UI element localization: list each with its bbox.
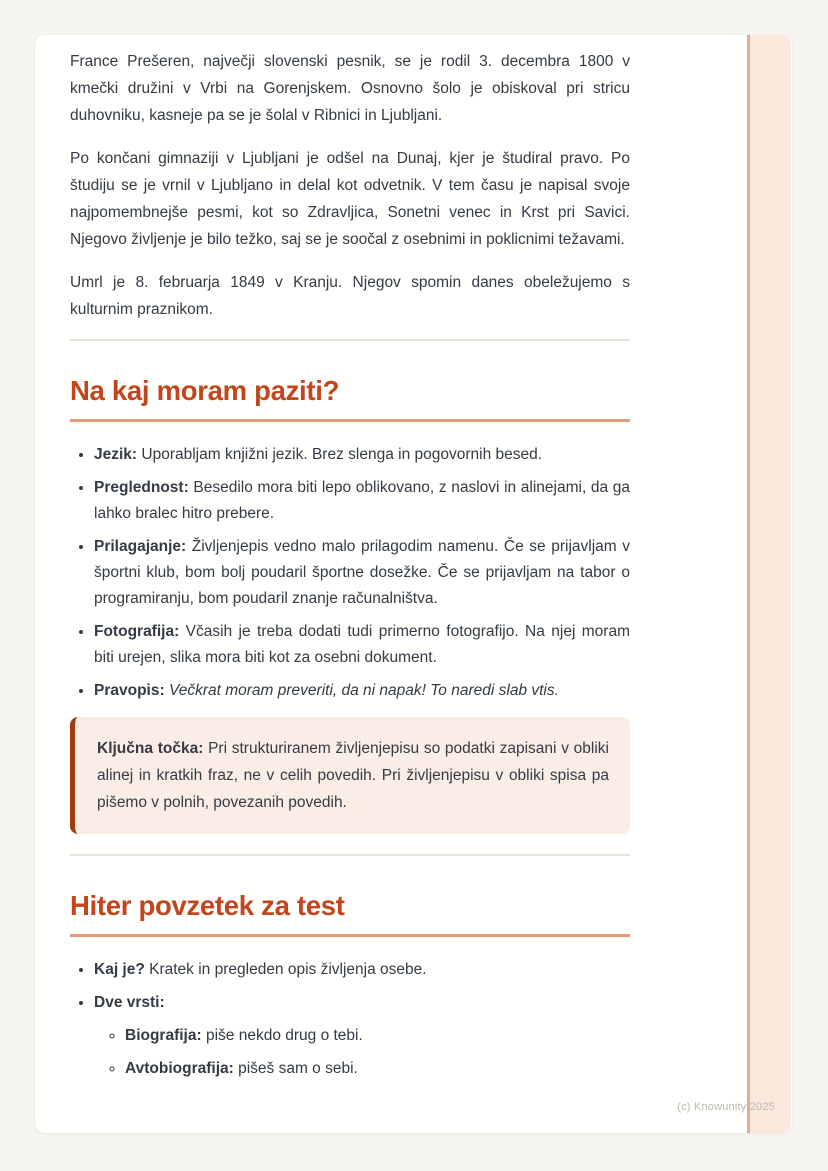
item-label: Jezik: <box>94 446 138 463</box>
summary-list <box>70 957 630 1082</box>
item-text: Besedilo mora biti lepo oblikovano, z naslovi in alinejami, da ga lahko bralec hitro prebere. <box>94 479 630 522</box>
intro-paragraph: France Prešeren, največji slovenski pesnik, se je rodil 3. decembra 1800 v kmečki družini v Vrbi na Gorenjskem. Osnovno šolo je obiskoval pri stricu duhovniku, kasneje pa se je šolal v Ribnici in Ljubljani. <box>70 53 630 124</box>
document-card <box>35 35 792 1133</box>
item-text: piše nekdo drug o tebi. <box>201 1027 363 1044</box>
decorative-edge-stripe <box>747 35 791 1133</box>
item-text: Včasih je treba dodati tudi primerno fotografijo. Na njej moram biti urejen, slika mora biti kot za osebni dokument. <box>94 623 630 666</box>
item-text: pišeš sam o sebi. <box>233 1060 358 1077</box>
section-title-povzetek: Hiter povzetek za test <box>70 887 630 937</box>
list-item-prilagajanje <box>94 534 630 612</box>
sub-item-avtobiografija <box>125 1056 630 1082</box>
item-label: Avtobiografija: <box>125 1060 234 1077</box>
copyright-watermark: (c) Knowunity 2025 <box>677 1101 775 1113</box>
item-text: Uporabljam knjižni jezik. Brez slenga in pogovornih besed. <box>137 446 543 463</box>
item-text-italic: Večkrat moram preveriti, da ni napak! To naredi slab vtis. <box>164 682 559 699</box>
item-label: Biografija: <box>125 1027 202 1044</box>
death-paragraph: Umrl je 8. februarja 1849 v Kranju. Njegov spomin danes obeležujemo s kulturnim praznikom. <box>70 274 630 318</box>
item-label: Preglednost: <box>94 479 189 496</box>
list-item-kaj-je <box>94 957 630 983</box>
item-label: Pravopis: <box>94 682 165 699</box>
list-item-dve-vrsti <box>94 990 630 1082</box>
key-point-callout <box>70 717 630 834</box>
section-divider <box>70 854 630 856</box>
section-title-paziti: Na kaj moram paziti? <box>70 372 630 422</box>
list-item-jezik <box>94 442 630 468</box>
list-item-pravopis <box>94 678 630 704</box>
sub-item-biografija <box>125 1023 630 1049</box>
list-item-preglednost <box>94 475 630 527</box>
item-label: Dve vrsti: <box>94 994 165 1011</box>
types-sub-list <box>94 1023 630 1082</box>
item-text: Kratek in pregleden opis življenja osebe. <box>144 961 427 978</box>
document-content <box>70 48 630 1082</box>
biography-paragraph: Po končani gimnaziji v Ljubljani je odšel na Dunaj, kjer je študiral pravo. Po študiju se je vrnil v Ljubljano in delal kot odvetnik. V tem času je napisal svoje najpomembnejše pesmi, kot so Zdravljica, Sonetni venec in Krst pri Savici. Njegovo življenje je bilo težko, saj se je soočal z osebnimi in poklicnimi težavami. <box>70 150 630 248</box>
callout-text: Pri strukturiranem življenjepisu so podatki zapisani v obliki alinej in kratkih fraz, ne v celih povedih. Pri življenjepisu v obliki spisa pa pišemo v polnih, povezanih povedih. <box>97 740 609 811</box>
item-text: Življenjepis vedno malo prilagodim namenu. Če se prijavljam v športni klub, bom bolj poudaril športne dosežke. Če se prijavljam na tabor o programiranju, bom poudaril znanje računalništva. <box>94 538 630 607</box>
item-label: Kaj je? <box>94 961 145 978</box>
item-label: Fotografija: <box>94 623 180 640</box>
section-divider <box>70 339 630 341</box>
list-item-fotografija <box>94 619 630 671</box>
callout-label: Ključna točka: <box>97 740 204 757</box>
checklist <box>70 442 630 704</box>
item-label: Prilagajanje: <box>94 538 187 555</box>
